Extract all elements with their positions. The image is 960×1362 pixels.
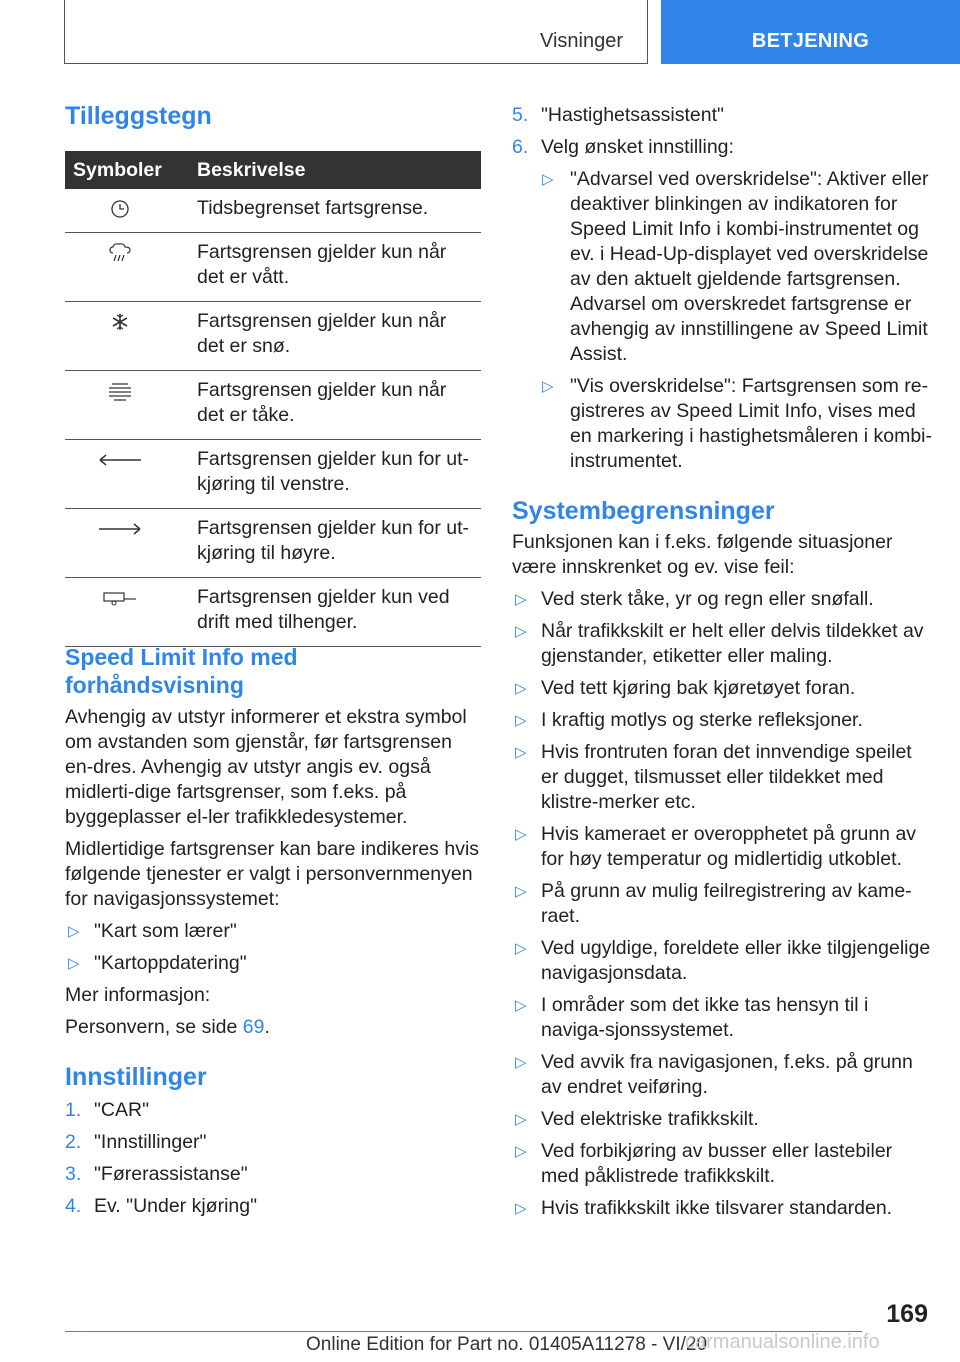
arrow-left-icon <box>97 449 143 471</box>
list-item-text: Hvis frontruten foran det innvendige speilet er dugget, tilsmusset eller tildekket med klistre-merker etc. <box>541 741 912 813</box>
bullet-marker: ▷ <box>515 591 527 608</box>
list-item-text: Hvis kameraet er overopphetet på grunn av for høy temperatur og midlertidig utkoblet. <box>541 823 917 870</box>
bullet-marker: ▷ <box>515 1054 527 1071</box>
symbol-cell <box>65 578 189 647</box>
list-item <box>65 919 481 944</box>
trailer-icon <box>100 587 140 609</box>
list-item-text: "Kart som lærer" <box>94 920 237 942</box>
bullet-marker: ▷ <box>542 378 554 395</box>
description-cell: Fartsgrensen gjelder kun når det er vått. <box>189 233 481 302</box>
sub-list-item-text: "Advarsel ved overskridelse": Aktiver eller deaktiver blinkingen av indikatoren for Speed Limit Info i kombi-instrumentet og ev. i Head-Up-displayet ved overskridelse av den aktuelt gjeldende fartsgrensen. Advarsel om overskredet fartsgrense er avhengig av innstillingene av Speed Limit Assist. <box>570 168 929 365</box>
list-item <box>65 1162 481 1187</box>
edition-text: Online Edition for Part no. 01405A11278 - VI/20 <box>306 1334 708 1355</box>
speed-limit-paragraph-1: Avhengig av utstyr informerer et ekstra symbol om avstanden som gjenstår, før fartsgrensen en-dres. Avhengig av utstyr angis ev. også midlerti-dige fartsgrenser, som f.eks. på byggeplasser el-ler trafikkledesystemer. <box>65 706 467 828</box>
snowflake-icon <box>107 311 133 333</box>
arrow-right-icon <box>97 518 143 540</box>
list-item-text: Ved sterk tåke, yr og regn eller snøfall. <box>541 588 874 610</box>
step-number: 2. <box>65 1131 82 1153</box>
bullet-marker: ▷ <box>68 923 80 940</box>
bullet-marker: ▷ <box>515 623 527 640</box>
description-cell: Fartsgrensen gjelder kun når det er tåke. <box>189 371 481 440</box>
list-item <box>512 619 932 669</box>
sub-list-item <box>512 374 932 474</box>
list-item-text: Ved elektriske trafikkskilt. <box>541 1108 759 1130</box>
list-item-text: Ved avvik fra navigasjonen, f.eks. på grunn av endret veiføring. <box>541 1051 913 1098</box>
list-item <box>512 1196 932 1221</box>
bullet-marker: ▷ <box>515 940 527 957</box>
list-item <box>512 587 932 612</box>
sub-list-item-text: "Vis overskridelse": Fartsgrensen som re-gistreres av Speed Limit Info, vises med en markering i hastighetsmåleren i kombi-instrumentet. <box>570 375 932 472</box>
right-column <box>512 103 932 1228</box>
step-number: 1. <box>65 1099 82 1121</box>
privacy-reference <box>65 1015 481 1040</box>
bullet-marker: ▷ <box>515 712 527 729</box>
speed-limit-heading: Speed Limit Info med forhåndsvisning <box>65 644 298 698</box>
symbol-cell <box>65 302 189 371</box>
list-item <box>65 1194 481 1219</box>
bullet-marker: ▷ <box>515 680 527 697</box>
step-text: "Innstillinger" <box>94 1131 207 1153</box>
sub-list-item <box>512 167 932 367</box>
step-text: "Førerassistanse" <box>94 1163 248 1185</box>
step-text: Ev. "Under kjøring" <box>94 1195 258 1217</box>
table-row <box>65 189 481 233</box>
speed-limit-paragraph-2: Midlertidige fartsgrenser kan bare indikeres hvis følgende tjenester er valgt i personvernmenyen for navigasjonssystemet: <box>65 838 480 910</box>
clock-icon <box>107 198 133 220</box>
table-header-row <box>65 151 481 189</box>
rain-cloud-icon <box>107 242 133 264</box>
list-item <box>65 1098 481 1123</box>
table-header-description: Beskrivelse <box>189 151 481 189</box>
table-row <box>65 371 481 440</box>
bullet-marker: ▷ <box>515 744 527 761</box>
list-item <box>512 1139 932 1189</box>
privacy-page-link[interactable]: 69 <box>242 1016 265 1038</box>
symbol-cell <box>65 233 189 302</box>
bullet-marker: ▷ <box>515 1111 527 1128</box>
step-number: 4. <box>65 1195 82 1217</box>
table-row <box>65 233 481 302</box>
limitations-intro: Funksjonen kan i f.eks. følgende situasjoner være innskrenket og ev. vise feil: <box>512 531 893 578</box>
list-item <box>512 1107 932 1132</box>
step-number: 3. <box>65 1163 82 1185</box>
step-number: 6. <box>512 136 529 158</box>
description-cell: Fartsgrensen gjelder kun når det er snø. <box>189 302 481 371</box>
list-item-text: Ved ugyldige, foreldete eller ikke tilgjengelige navigasjonsdata. <box>541 937 931 984</box>
description-cell: Tidsbegrenset fartsgrense. <box>189 189 481 233</box>
list-item-text: Ved forbikjøring av busser eller lastebiler med påklistrede trafikkskilt. <box>541 1140 893 1187</box>
fog-icon <box>106 380 134 402</box>
list-item-text: Ved tett kjøring bak kjøretøyet foran. <box>541 677 856 699</box>
bullet-marker: ▷ <box>68 955 80 972</box>
list-item <box>512 740 932 815</box>
watermark: carmanualsonline.info <box>685 1331 880 1353</box>
table-title: Tilleggstegn <box>65 102 212 130</box>
step-text: Velg ønsket innstilling: <box>541 136 734 158</box>
bullet-marker: ▷ <box>542 171 554 188</box>
symbol-cell <box>65 509 189 578</box>
symbol-cell <box>65 371 189 440</box>
bullet-marker: ▷ <box>515 826 527 843</box>
list-item-text: Hvis trafikkskilt ikke tilsvarer standarden. <box>541 1197 893 1219</box>
description-cell: Fartsgrensen gjelder kun ved drift med tilhenger. <box>189 578 481 647</box>
list-item <box>512 708 932 733</box>
table-row <box>65 440 481 509</box>
list-item <box>512 879 932 929</box>
more-info-label: Mer informasjon: <box>65 984 211 1006</box>
bullet-marker: ▷ <box>515 1200 527 1217</box>
table-row <box>65 302 481 371</box>
list-item <box>65 1130 481 1155</box>
settings-heading: Innstillinger <box>65 1063 207 1091</box>
list-item <box>512 103 932 128</box>
list-item <box>512 993 932 1043</box>
bullet-marker: ▷ <box>515 997 527 1014</box>
bullet-marker: ▷ <box>515 1143 527 1160</box>
step-number: 5. <box>512 104 529 126</box>
list-item <box>512 135 932 160</box>
list-item-text: "Kartoppdatering" <box>94 952 247 974</box>
table-row <box>65 509 481 578</box>
list-item <box>512 936 932 986</box>
page-number: 169 <box>886 1300 928 1328</box>
header-chapter-tab[interactable] <box>661 0 960 64</box>
privacy-text: Personvern, se side <box>65 1016 243 1038</box>
bullet-marker: ▷ <box>515 883 527 900</box>
symbol-cell <box>65 189 189 233</box>
list-item <box>512 676 932 701</box>
step-text: "CAR" <box>94 1099 150 1121</box>
table-header-symbols: Symboler <box>65 151 189 189</box>
list-item <box>65 951 481 976</box>
step-text: "Hastighetsassistent" <box>541 104 724 126</box>
description-cell: Fartsgrensen gjelder kun for ut-kjøring til høyre. <box>189 509 481 578</box>
list-item-text: I områder som det ikke tas hensyn til i naviga-sjonssystemet. <box>541 994 869 1041</box>
privacy-end: . <box>264 1016 270 1038</box>
description-cell: Fartsgrensen gjelder kun for ut-kjøring til venstre. <box>189 440 481 509</box>
speed-limit-section <box>65 643 481 1226</box>
list-item <box>512 1050 932 1100</box>
header-chapter-label: BETJENING <box>751 30 870 52</box>
limitations-heading: Systembegrensninger <box>512 497 775 525</box>
list-item-text: Når trafikkskilt er helt eller delvis tildekket av gjenstander, etiketter eller maling. <box>541 620 924 667</box>
table-row <box>65 578 481 647</box>
header-section-box <box>64 0 648 64</box>
list-item <box>512 822 932 872</box>
list-item-text: I kraftig motlys og sterke refleksjoner. <box>541 709 863 731</box>
list-item-text: På grunn av mulig feilregistrering av kame-raet. <box>541 880 912 927</box>
symbols-table <box>65 151 481 647</box>
symbol-cell <box>65 440 189 509</box>
header-section-label: Visninger <box>539 30 623 52</box>
